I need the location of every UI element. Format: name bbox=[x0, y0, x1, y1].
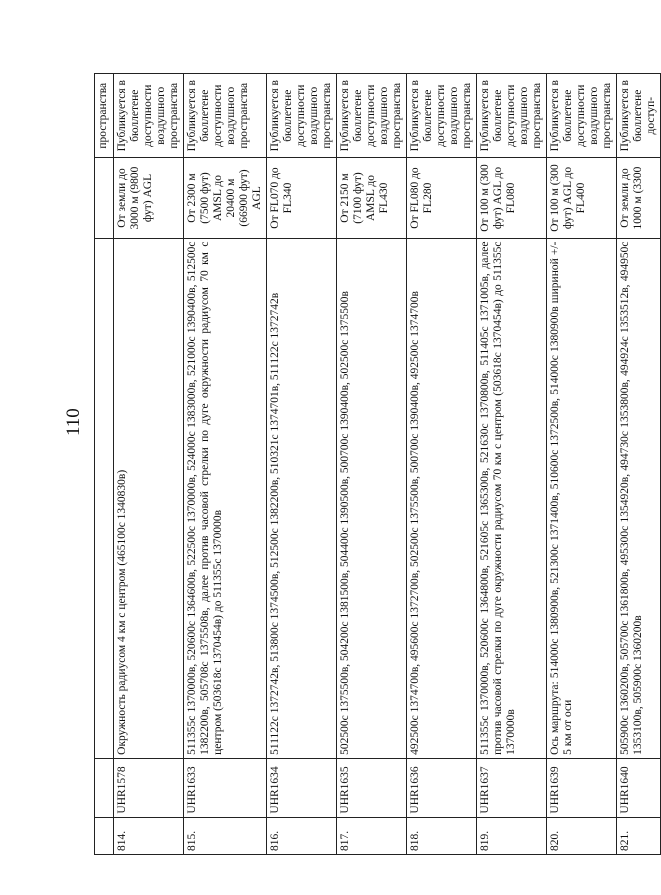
rotated-table-container bbox=[94, 73, 657, 855]
cell-description: 511355с 1370000в, 520600с 1364800в, 521605с 1365300в, 521630с 1370800в, 511405с 1371005в, далее против часовой стрелки по дуге окружности радиусом 70 км с центром (503618с 1370454в) до 511355с 1370000в bbox=[477, 238, 547, 758]
cell-description: 511355с 1370000в, 520600с 1364600в, 522500с 1370000в, 524000с 1383000в, 521000с 1390400в, 512500с 1382200в, 505708с 1375508в, далее против часовой стрелки по дуге окружности радиусом 70 км с центром (503618с 1370454в) до 511355с 1370000в bbox=[184, 238, 267, 758]
cell-code: UHR1635 bbox=[337, 758, 407, 817]
table-row bbox=[337, 74, 407, 855]
cell-note: Публикуется в бюллетене доступности воздушного пространства bbox=[184, 74, 267, 158]
cell-number: 814. bbox=[114, 817, 184, 854]
cell-description: Ось маршрута: 514000с 1380900в, 521300с 1371400в, 510600с 1372500в, 514000с 1380900в шириной +/- 5 км от оси bbox=[547, 238, 617, 758]
cell-code: UHR1636 bbox=[407, 758, 477, 817]
cell-altitude: От 100 м (300 фут) AGL до FL080 bbox=[477, 158, 547, 238]
cell-note: Публикуется в бюллетене доступности воздушного пространства bbox=[114, 74, 184, 158]
cell-altitude: От земли до 3000 м (9800 фут) AGL bbox=[114, 158, 184, 238]
cell-code: UHR1578 bbox=[114, 758, 184, 817]
cell-number: 819. bbox=[477, 817, 547, 854]
cell-description: Окружность радиусом 4 км с центром (465100с 1340830в) bbox=[114, 238, 184, 758]
cell-description bbox=[95, 238, 114, 758]
cell-number: 821. bbox=[617, 817, 661, 854]
table-row bbox=[184, 74, 267, 855]
cell-note: Публикуется в бюллетене доступ- bbox=[617, 74, 661, 158]
table-row bbox=[547, 74, 617, 855]
cell-altitude: От 2150 м (7100 фут) AMSL до FL430 bbox=[337, 158, 407, 238]
cell-code: UHR1639 bbox=[547, 758, 617, 817]
cell-note: Публикуется в бюллетене доступности воздушного пространства bbox=[407, 74, 477, 158]
cell-number: 817. bbox=[337, 817, 407, 854]
cell-altitude: От FL070 до FL340 bbox=[267, 158, 337, 238]
cell-code: UHR1634 bbox=[267, 758, 337, 817]
cell-note: Публикуется в бюллетене доступности воздушного пространства bbox=[547, 74, 617, 158]
cell-altitude bbox=[95, 158, 114, 238]
cell-number: 816. bbox=[267, 817, 337, 854]
cell-code: UHR1640 bbox=[617, 758, 661, 817]
cell-code: UHR1637 bbox=[477, 758, 547, 817]
cell-altitude: От 2300 м (7500 фут) AMSL до 20400 м (66900 фут) AGL bbox=[184, 158, 267, 238]
table-row bbox=[267, 74, 337, 855]
cell-number bbox=[95, 817, 114, 854]
cell-description: 492500с 1374700в, 495600с 1372700в, 502500с 1375500в, 500700с 1390400в, 492500с 1374700в bbox=[407, 238, 477, 758]
table-row-continuation bbox=[95, 74, 114, 855]
cell-note: Публикуется в бюллетене доступности воздушного пространства bbox=[477, 74, 547, 158]
table-row bbox=[477, 74, 547, 855]
cell-code bbox=[95, 758, 114, 817]
cell-note: Публикуется в бюллетене доступности воздушного пространства bbox=[267, 74, 337, 158]
table-row bbox=[114, 74, 184, 855]
cell-altitude: От земли до 1000 м (3300 bbox=[617, 158, 661, 238]
cell-note: пространства bbox=[95, 74, 114, 158]
cell-number: 818. bbox=[407, 817, 477, 854]
table-row bbox=[407, 74, 477, 855]
airspace-table bbox=[94, 73, 661, 855]
cell-altitude: От 100 м (300 фут) AGL до FL400 bbox=[547, 158, 617, 238]
table-row bbox=[617, 74, 661, 855]
cell-description: 505900с 1360200в, 505700с 1361800в, 495300с 1354920в, 494730с 1353800в, 494924с 1353512в, 494950с 1353100в, 505900с 1360200в bbox=[617, 238, 661, 758]
page-number: 110 bbox=[63, 408, 84, 436]
cell-code: UHR1633 bbox=[184, 758, 267, 817]
cell-description: 502500с 1375500в, 504200с 1381500в, 504400с 1390500в, 500700с 1390400в, 502500с 1375500в bbox=[337, 238, 407, 758]
cell-description: 511122с 1372742в, 513800с 1374500в, 512500с 1382200в, 510321с 1374701в, 511122с 1372742в bbox=[267, 238, 337, 758]
cell-altitude: От FL080 до FL280 bbox=[407, 158, 477, 238]
cell-number: 820. bbox=[547, 817, 617, 854]
cell-note: Публикуется в бюллетене доступности воздушного пространства bbox=[337, 74, 407, 158]
cell-number: 815. bbox=[184, 817, 267, 854]
